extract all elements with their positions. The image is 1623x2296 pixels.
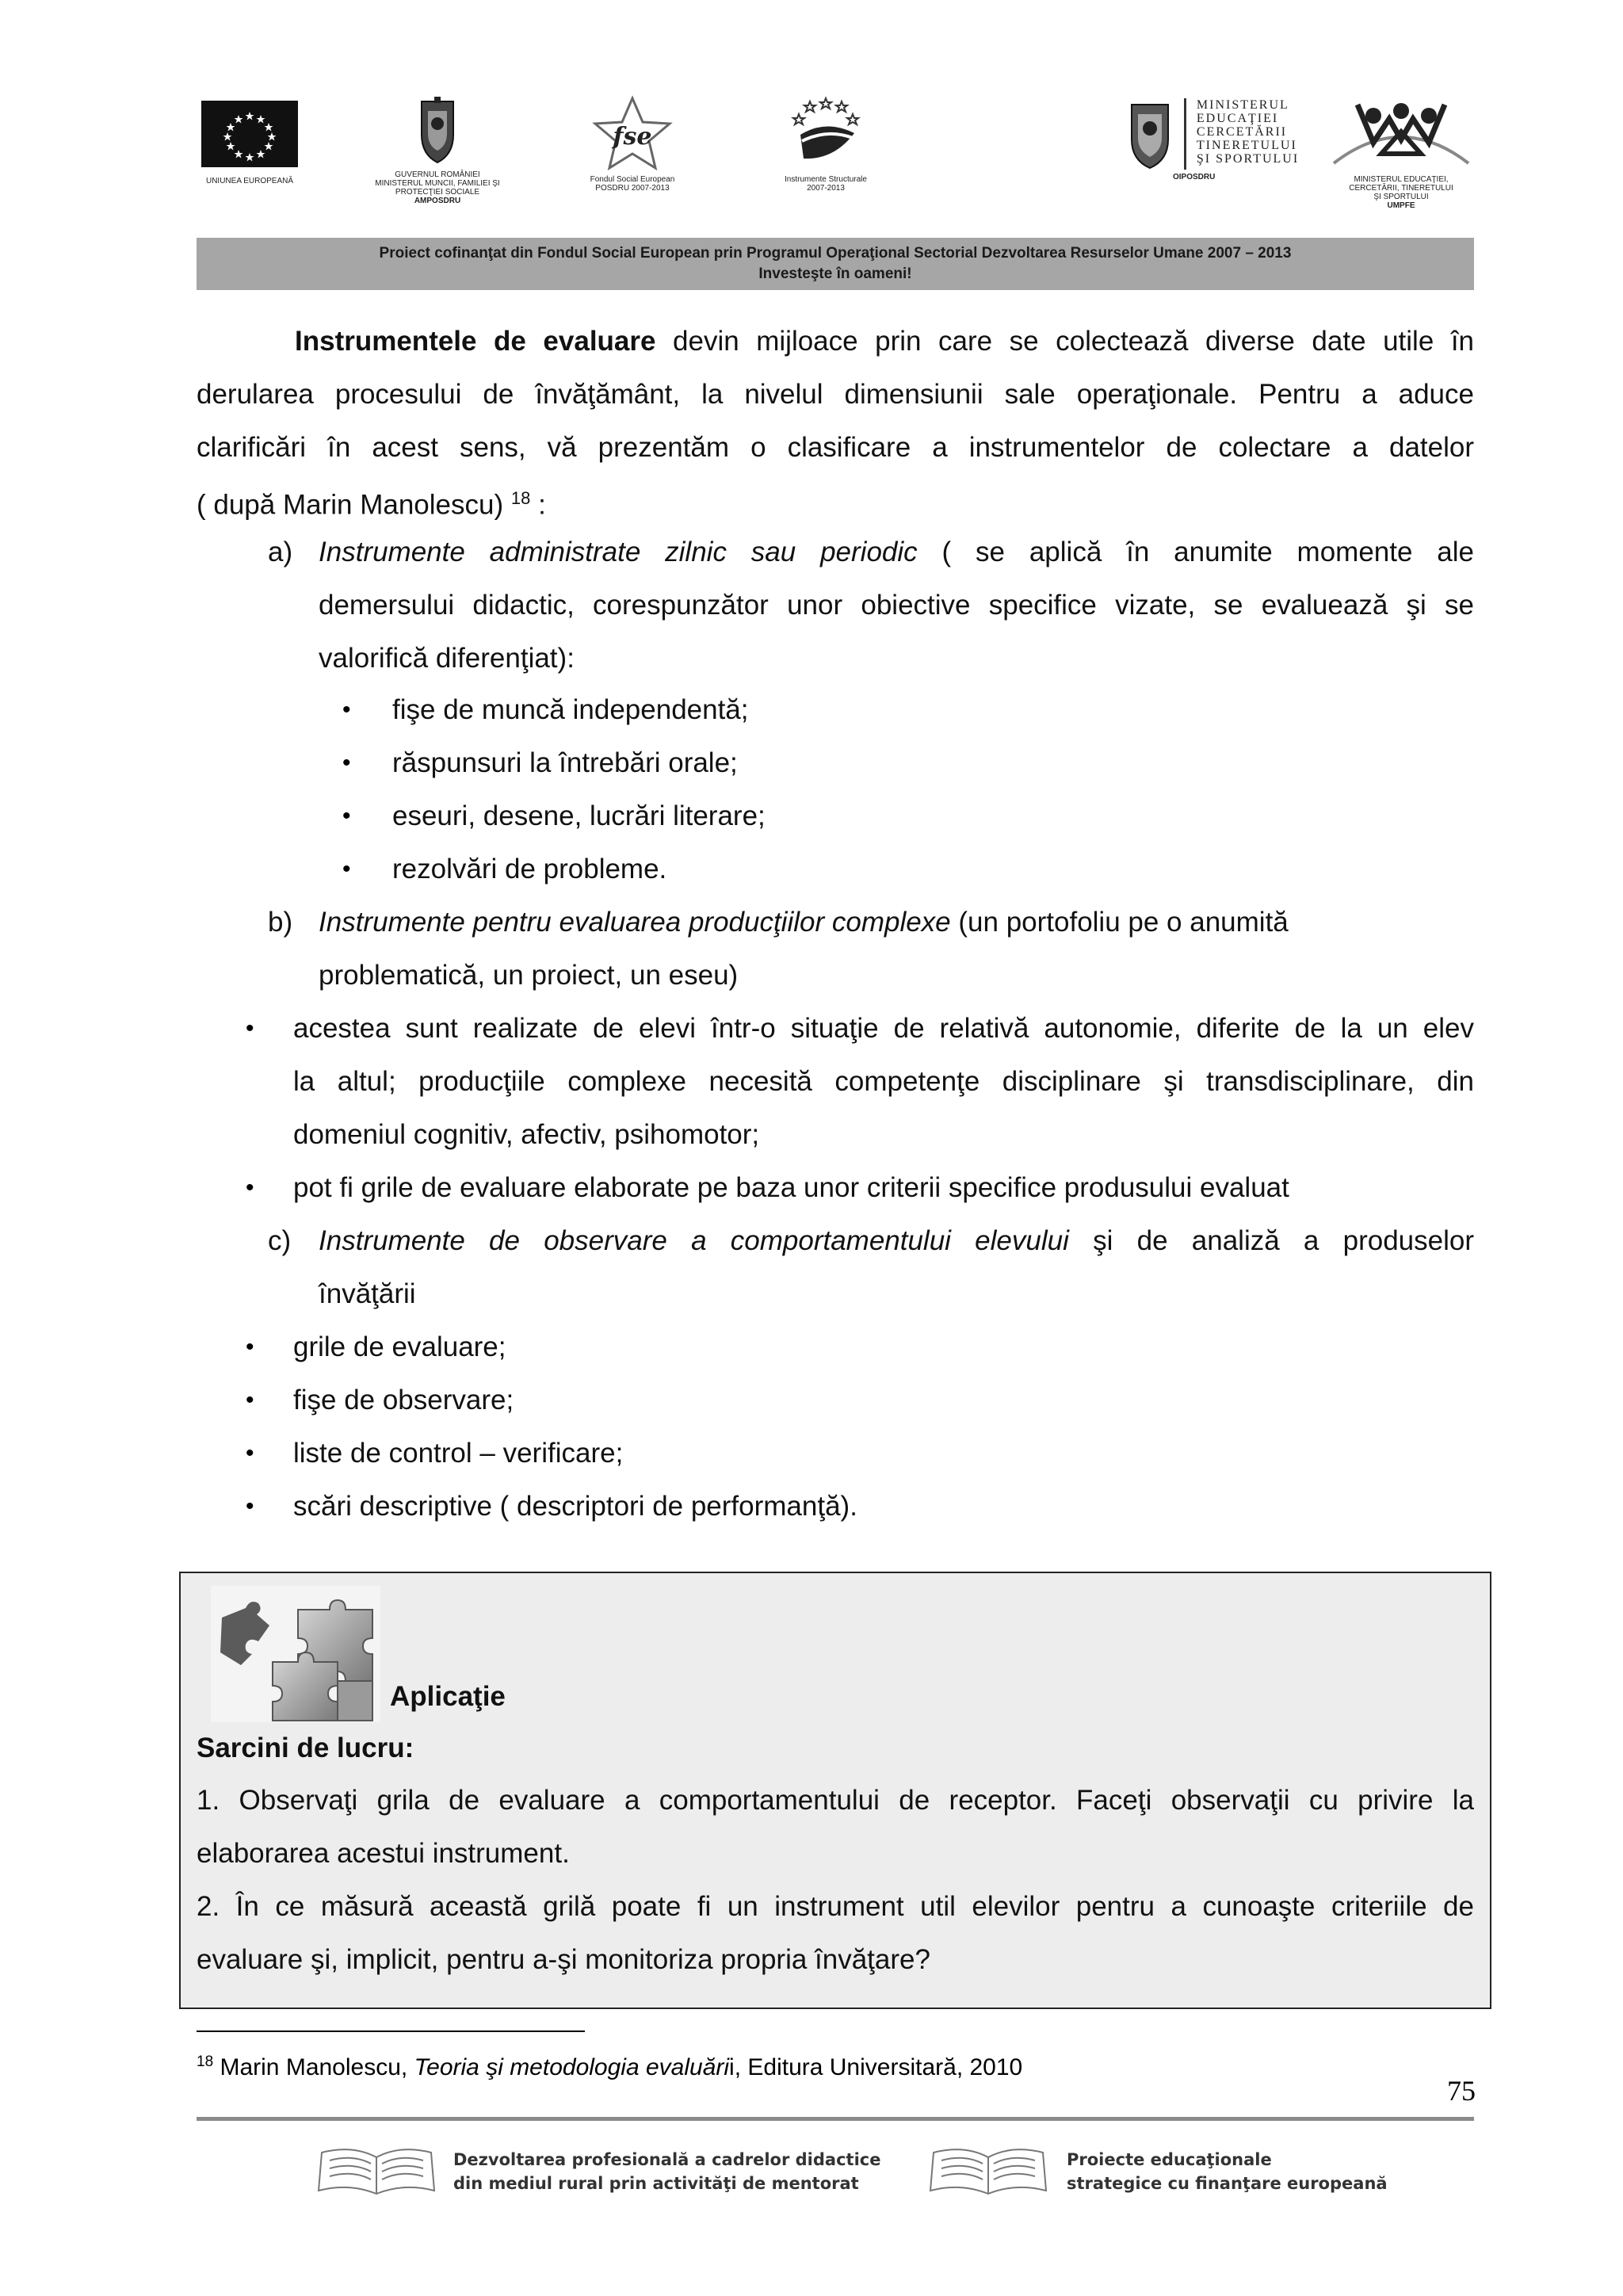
puzzle-icon <box>211 1586 380 1722</box>
footer-separator <box>197 2117 1474 2121</box>
list-item: scări descriptive ( descriptori de performanţă). <box>293 1491 857 1522</box>
term-bold: Instrumentele de evaluare <box>295 326 656 357</box>
bullet-icon: • <box>246 1440 254 1466</box>
eu-caption: UNIUNEA EUROPEANĂ <box>205 177 294 185</box>
footnote-ref[interactable]: 18 <box>510 488 531 508</box>
bullet-icon: • <box>246 1175 254 1201</box>
fse-logo <box>577 95 688 193</box>
bullet-icon: • <box>246 1387 254 1413</box>
coat-of-arms-icon <box>414 95 461 166</box>
list-item: grile de evaluare; <box>293 1331 506 1362</box>
page-number: 75 <box>1447 2075 1476 2107</box>
open-book-icon <box>317 2145 436 2201</box>
application-title: Aplicaţie <box>390 1681 506 1712</box>
umpfe-logo <box>1322 95 1480 210</box>
bullet-icon: • <box>342 803 351 829</box>
government-logo <box>366 95 509 205</box>
structural-instruments-logo <box>770 95 881 193</box>
oiposdru-caption: OIPOSDRU <box>1173 173 1216 181</box>
list-item-cont: domeniul cognitiv, afectiv, psihomotor; <box>293 1119 760 1150</box>
open-book-icon <box>929 2145 1048 2201</box>
fse-mark: fse <box>613 123 652 151</box>
structural-instruments-icon <box>786 95 865 171</box>
item-b-line-2: problematică, un proiect, un eseu) <box>319 960 739 991</box>
item-c-line-2: învăţării <box>319 1278 416 1309</box>
bullet-icon: • <box>342 750 351 776</box>
list-item: fişe de observare; <box>293 1385 514 1415</box>
list-item: acestea sunt realizate de elevi într-o situaţie de relativă autonomie, diferite de la un elev <box>293 1013 1474 1044</box>
task-2-line-2: evaluare şi, implicit, pentru a-şi monitoriza propria învăţare? <box>197 1944 930 1975</box>
list-item: răspunsuri la întrebări orale; <box>392 747 738 778</box>
footnote-separator <box>197 2030 585 2032</box>
tasks-heading: Sarcini de lucru: <box>197 1733 414 1763</box>
list-item: eseuri, desene, lucrări literare; <box>392 800 766 831</box>
eu-logo <box>190 101 309 185</box>
paragraph-line-1: Instrumentele de evaluare devin mijloace prin care se colectează diverse date utile în <box>295 326 1475 357</box>
paragraph-line-4: ( după Marin Manolescu) $^{18}$ : <box>197 488 546 521</box>
list-item: liste de control – verificare; <box>293 1438 624 1469</box>
task-1-line-1: 1. Observaţi grila de evaluare a comportamentului de receptor. Faceţi observaţii cu privire la <box>197 1785 1474 1816</box>
bullet-icon: • <box>342 697 351 723</box>
eu-flag-icon <box>201 101 298 167</box>
list-item: rezolvări de probleme. <box>392 854 667 884</box>
paragraph-line-2: derularea procesului de învăţământ, la nivelul dimensiunii sale operaţionale. Pentru a aduce <box>197 379 1474 410</box>
item-a-line-3: valorifică diferenţiat): <box>319 643 575 674</box>
footer-right-text: Proiecte educaţionale strategice cu finanţare europeană <box>1067 2150 1388 2193</box>
banner-line-2: Investeşte în oameni! <box>758 266 912 282</box>
cofinancing-banner <box>197 238 1474 290</box>
fse-caption: Fondul Social European POSDRU 2007-2013 <box>590 175 675 193</box>
umpfe-icon <box>1326 95 1476 171</box>
fse-star-icon <box>589 95 676 171</box>
footnote: $^{18}$ Marin Manolescu, Teoria şi metodologia evaluării, Editura Universitară, 2010 <box>197 2053 1023 2080</box>
list-item: fişe de muncă independentă; <box>392 694 749 725</box>
structural-instruments-caption: Instrumente Structurale 2007-2013 <box>785 175 867 193</box>
footnote-number: 18 <box>197 2053 214 2070</box>
list-item: pot fi grile de evaluare elaborate pe baza unor criterii specifice produsului evaluat <box>293 1172 1289 1203</box>
list-item-cont: la altul; producţiile complexe necesită competenţe disciplinare şi transdisciplinare, din <box>293 1066 1474 1097</box>
ministry-crest-icon <box>1125 98 1174 171</box>
bullet-icon: • <box>246 1015 254 1041</box>
item-a-line-1: Instrumente administrate zilnic sau periodic ( se aplică în anumite momente ale <box>319 537 1474 567</box>
ministry-name: MINISTERUL EDUCAŢIEI CERCETĂRII TINERETULUI ŞI SPORTULUI <box>1196 98 1300 166</box>
banner-line-1: Proiect cofinanţat din Fondul Social European prin Programul Operaţional Sectorial Dezvoltarea Resurselor Umane 2007 – 2013 <box>379 245 1292 262</box>
footer-left-text: Dezvoltarea profesională a cadrelor didactice din mediul rural prin activităţi de mentorat <box>453 2150 881 2193</box>
umpfe-caption: MINISTERUL EDUCAŢIEI, CERCETĂRII, TINERETULUI ŞI SPORTULUI UMPFE <box>1349 175 1453 210</box>
bullet-icon: • <box>342 856 351 882</box>
item-a-line-2: demersului didactic, corespunzător unor obiective specifice vizate, se evaluează şi se <box>319 590 1474 621</box>
item-c-line-1: Instrumente de observare a comportamentului elevului şi de analiză a produselor <box>319 1225 1474 1256</box>
task-1-line-2: elaborarea acestui instrument. <box>197 1838 570 1869</box>
paragraph-line-3: clarificări în acest sens, vă prezentăm o clasificare a instrumentelor de colectare a datelor <box>197 432 1474 463</box>
item-a-label: a) <box>268 537 293 567</box>
bullet-icon: • <box>246 1334 254 1360</box>
ministry-logo <box>1125 98 1300 181</box>
item-b-line-1: Instrumente pentru evaluarea producţiilor complexe (un portofoliu pe o anumită <box>319 907 1289 938</box>
item-b-label: b) <box>268 907 293 938</box>
government-caption: GUVERNUL ROMÂNIEI MINISTERUL MUNCII, FAMILIEI ŞI PROTECŢIEI SOCIALE AMPOSDRU <box>375 170 500 205</box>
bullet-icon: • <box>246 1493 254 1519</box>
task-2-line-1: 2. În ce măsură această grilă poate fi un instrument util elevilor pentru a cunoaşte criteriile de <box>197 1891 1474 1922</box>
item-c-label: c) <box>268 1225 292 1256</box>
